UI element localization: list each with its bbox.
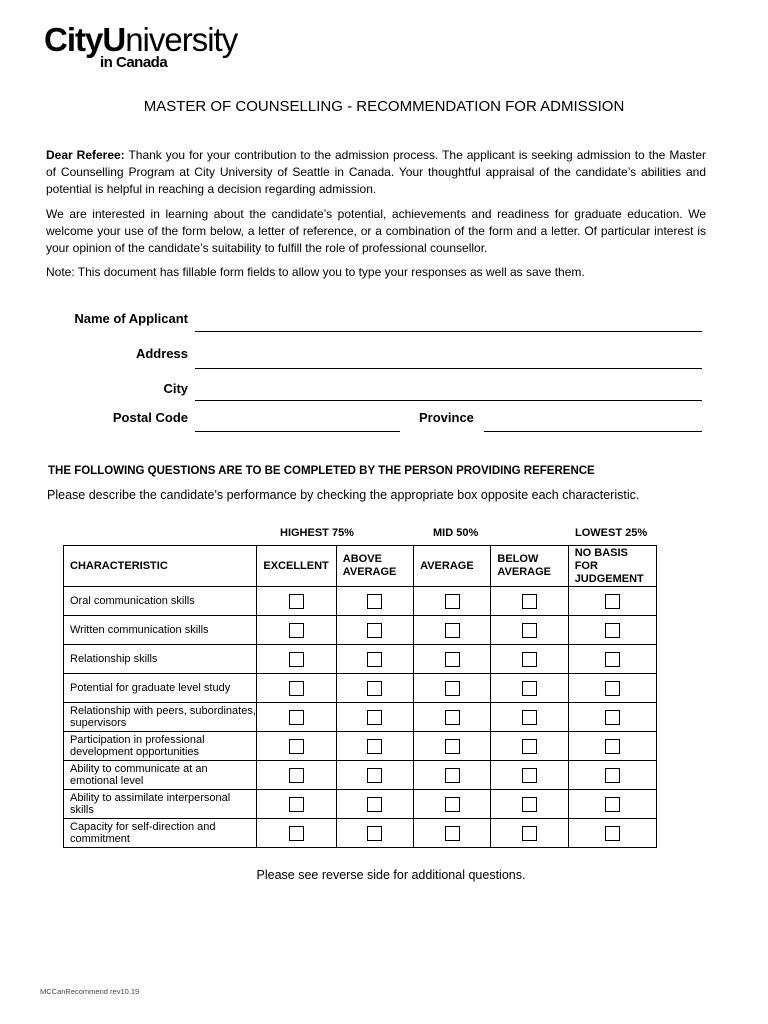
checkbox-excellent[interactable]	[289, 797, 304, 812]
rating-cell-above-average	[336, 587, 413, 616]
rating-cell-no-basis	[568, 819, 656, 848]
rating-cell-below-average	[491, 790, 568, 819]
rating-lowest: LOWEST 25%	[575, 527, 648, 539]
rating-cell-average	[414, 761, 491, 790]
postal-code-label: Postal Code	[112, 410, 188, 425]
table-row	[64, 703, 657, 732]
checkbox-below-average[interactable]	[522, 739, 537, 754]
rating-cell-average	[414, 616, 491, 645]
rating-cell-average	[414, 732, 491, 761]
rating-cell-no-basis	[568, 587, 656, 616]
checkbox-average[interactable]	[445, 739, 460, 754]
postal-code-field[interactable]	[195, 431, 400, 432]
checkbox-above-average[interactable]	[367, 623, 382, 638]
reverse-side-note: Please see reverse side for additional questions.	[256, 868, 526, 882]
checkbox-above-average[interactable]	[367, 710, 382, 725]
checkbox-above-average[interactable]	[367, 652, 382, 667]
city-field[interactable]	[195, 400, 702, 401]
checkbox-average[interactable]	[445, 797, 460, 812]
characteristic-label: Ability to assimilate interpersonal skills	[64, 790, 257, 819]
header-above-average: ABOVE AVERAGE	[336, 546, 413, 587]
rating-cell-below-average	[491, 587, 568, 616]
checkbox-excellent[interactable]	[289, 768, 304, 783]
rating-cell-no-basis	[568, 674, 656, 703]
reference-section-heading: THE FOLLOWING QUESTIONS ARE TO BE COMPLETED BY THE PERSON PROVIDING REFERENCE	[48, 465, 595, 477]
rating-cell-no-basis	[568, 616, 656, 645]
rating-cell-no-basis	[568, 732, 656, 761]
rating-cell-below-average	[491, 732, 568, 761]
table-row	[64, 587, 657, 616]
rating-cell-above-average	[336, 732, 413, 761]
table-row	[64, 732, 657, 761]
header-no-basis: NO BASIS FOR JUDGEMENT	[568, 546, 656, 587]
rating-cell-excellent	[257, 703, 336, 732]
checkbox-excellent[interactable]	[289, 710, 304, 725]
name-of-applicant-label: Name of Applicant	[74, 311, 188, 326]
province-label: Province	[419, 410, 474, 425]
rating-cell-below-average	[491, 674, 568, 703]
rating-cell-average	[414, 703, 491, 732]
name-of-applicant-field[interactable]	[195, 331, 702, 332]
address-field[interactable]	[195, 368, 702, 369]
rating-cell-no-basis	[568, 703, 656, 732]
rating-cell-excellent	[257, 645, 336, 674]
rating-cell-above-average	[336, 819, 413, 848]
rating-cell-above-average	[336, 761, 413, 790]
table-row	[64, 674, 657, 703]
checkbox-no-basis[interactable]	[605, 623, 620, 638]
checkbox-excellent[interactable]	[289, 681, 304, 696]
checkbox-below-average[interactable]	[522, 652, 537, 667]
rating-cell-no-basis	[568, 645, 656, 674]
checkbox-below-average[interactable]	[522, 768, 537, 783]
rating-cell-excellent	[257, 819, 336, 848]
characteristic-label: Capacity for self-direction and commitment	[64, 819, 257, 848]
checkbox-excellent[interactable]	[289, 594, 304, 609]
checkbox-no-basis[interactable]	[605, 652, 620, 667]
checkbox-below-average[interactable]	[522, 623, 537, 638]
characteristic-label: Written communication skills	[64, 616, 257, 645]
checkbox-below-average[interactable]	[522, 710, 537, 725]
address-label: Address	[135, 346, 188, 361]
characteristic-label: Ability to communicate at an emotional level	[64, 761, 257, 790]
checkbox-above-average[interactable]	[367, 826, 382, 841]
province-field[interactable]	[484, 431, 702, 432]
city-university-logo	[44, 22, 244, 72]
characteristic-label: Relationship skills	[64, 645, 257, 674]
rating-cell-below-average	[491, 703, 568, 732]
checkbox-no-basis[interactable]	[605, 739, 620, 754]
rating-cell-above-average	[336, 674, 413, 703]
rating-cell-below-average	[491, 819, 568, 848]
rating-cell-excellent	[257, 732, 336, 761]
rating-highest: HIGHEST 75%	[280, 527, 354, 539]
rating-cell-above-average	[336, 616, 413, 645]
checkbox-no-basis[interactable]	[605, 797, 620, 812]
rating-cell-below-average	[491, 645, 568, 674]
rating-cell-above-average	[336, 703, 413, 732]
header-excellent: EXCELLENT	[257, 546, 336, 587]
checkbox-no-basis[interactable]	[605, 681, 620, 696]
checkbox-average[interactable]	[445, 623, 460, 638]
table-row	[64, 819, 657, 848]
checkbox-below-average[interactable]	[522, 594, 537, 609]
checkbox-excellent[interactable]	[289, 739, 304, 754]
characteristic-label: Oral communication skills	[64, 587, 257, 616]
checkbox-below-average[interactable]	[522, 797, 537, 812]
rating-cell-excellent	[257, 790, 336, 819]
checkbox-average[interactable]	[445, 681, 460, 696]
rating-cell-average	[414, 790, 491, 819]
checkbox-below-average[interactable]	[522, 681, 537, 696]
checkbox-average[interactable]	[445, 826, 460, 841]
rating-cell-excellent	[257, 674, 336, 703]
rating-cell-average	[414, 587, 491, 616]
page-title: MASTER OF COUNSELLING - RECOMMENDATION FOR ADMISSION	[143, 98, 625, 115]
fillable-note: Note: This document has fillable form fields to allow you to type your responses as well as save them.	[46, 265, 585, 279]
checkbox-no-basis[interactable]	[605, 594, 620, 609]
checkbox-no-basis[interactable]	[605, 768, 620, 783]
checkbox-average[interactable]	[445, 710, 460, 725]
characteristics-table	[63, 545, 657, 848]
rating-cell-excellent	[257, 761, 336, 790]
checkbox-average[interactable]	[445, 652, 460, 667]
header-below-average: BELOW AVERAGE	[491, 546, 568, 587]
checkbox-excellent[interactable]	[289, 623, 304, 638]
header-average: AVERAGE	[414, 546, 491, 587]
characteristic-label: Relationship with peers, subordinates, supervisors	[64, 703, 257, 732]
revision-code: MCCanRecommend rev10.19	[40, 987, 140, 996]
logo-subtitle: in Canada	[100, 54, 168, 71]
rating-cell-no-basis	[568, 790, 656, 819]
city-label: City	[163, 381, 188, 396]
checkbox-no-basis[interactable]	[605, 710, 620, 725]
checkbox-excellent[interactable]	[289, 652, 304, 667]
checkbox-excellent[interactable]	[289, 826, 304, 841]
rating-cell-excellent	[257, 616, 336, 645]
checkbox-above-average[interactable]	[367, 681, 382, 696]
checkbox-above-average[interactable]	[367, 797, 382, 812]
reference-instructions: Please describe the candidate's performance by checking the appropriate box opposite each characteristic.	[47, 488, 640, 502]
rating-cell-below-average	[491, 616, 568, 645]
intro-paragraph-2: We are interested in learning about the candidate’s potential, achievements and readiness for graduate education. We welcome your use of the form below, a letter of reference, or a combination of the form and a letter. Of particular interest is your opinion of the candidate’s suitability to fulfill the role of professional counsellor.	[46, 207, 706, 255]
checkbox-above-average[interactable]	[367, 594, 382, 609]
checkbox-above-average[interactable]	[367, 739, 382, 754]
characteristic-label: Potential for graduate level study	[64, 674, 257, 703]
logo-wordmark: CityUniversity	[44, 21, 238, 58]
checkbox-average[interactable]	[445, 594, 460, 609]
rating-cell-above-average	[336, 645, 413, 674]
header-characteristic: CHARACTERISTIC	[64, 546, 257, 587]
rating-cell-average	[414, 645, 491, 674]
rating-cell-excellent	[257, 587, 336, 616]
checkbox-below-average[interactable]	[522, 826, 537, 841]
intro-paragraph-1: Dear Referee: Thank you for your contribution to the admission process. The applicant is seeking admission to the Master of Counselling Program at City University of Seattle in Canada. Your thoughtful appraisal of the candidate’s abilities and potential is helpful in reaching a decision regarding admission.	[46, 148, 706, 196]
table-row	[64, 645, 657, 674]
rating-mid: MID 50%	[433, 527, 479, 539]
table-header-row	[64, 546, 657, 587]
characteristic-label: Participation in professional development opportunities	[64, 732, 257, 761]
checkbox-no-basis[interactable]	[605, 826, 620, 841]
rating-cell-average	[414, 819, 491, 848]
rating-cell-no-basis	[568, 761, 656, 790]
table-row	[64, 616, 657, 645]
rating-cell-average	[414, 674, 491, 703]
table-row	[64, 761, 657, 790]
rating-cell-below-average	[491, 761, 568, 790]
checkbox-average[interactable]	[445, 768, 460, 783]
rating-cell-above-average	[336, 790, 413, 819]
checkbox-above-average[interactable]	[367, 768, 382, 783]
table-row	[64, 790, 657, 819]
